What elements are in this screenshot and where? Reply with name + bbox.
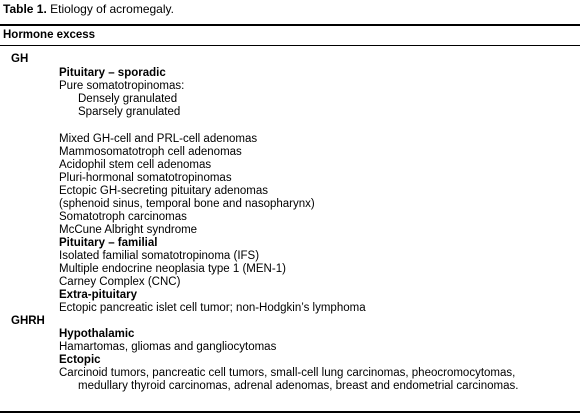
list-item: Carney Complex (CNC) [59, 276, 181, 288]
hypothalamic-heading: Hypothalamic [59, 328, 135, 340]
list-item: McCune Albright syndrome [59, 224, 198, 236]
gh-label: GH [11, 53, 29, 65]
table-caption [3, 2, 174, 17]
sparsely-granulated: Sparsely granulated [78, 106, 181, 118]
bottom-rule [0, 411, 580, 413]
list-item: Isolated familial somatotropinoma (IFS) [59, 250, 260, 262]
list-item: Pluri-hormonal somatotropinomas [59, 172, 232, 184]
table-caption-text: Etiology of acromegaly. [46, 2, 174, 16]
list-item: Ectopic GH-secreting pituitary adenomas [59, 185, 269, 197]
pure-somatotropinomas: Pure somatotropinomas: [59, 80, 185, 92]
ectopic-heading: Ectopic [59, 354, 101, 366]
list-item: Ectopic pancreatic islet cell tumor; non-Hodgkin’s lymphoma [59, 302, 366, 314]
list-item: Multiple endocrine neoplasia type 1 (MEN-1) [59, 263, 286, 275]
list-item: Acidophil stem cell adenomas [59, 159, 212, 171]
list-item: Somatotroph carcinomas [59, 211, 187, 223]
list-item: Mixed GH-cell and PRL-cell adenomas [59, 133, 258, 145]
list-item: (sphenoid sinus, temporal bone and nasopharynx) [59, 198, 315, 210]
top-rule [0, 24, 580, 26]
pituitary-familial-heading: Pituitary – familial [59, 237, 158, 249]
list-item: Hamartomas, gliomas and gangliocytomas [59, 341, 277, 353]
header-rule [0, 45, 580, 46]
column-header: Hormone excess [3, 29, 96, 41]
list-item: Carcinoid tumors, pancreatic cell tumors, small-cell lung carcinomas, pheocromocytomas, [59, 367, 516, 379]
pituitary-sporadic-heading: Pituitary – sporadic [59, 67, 166, 79]
densely-granulated: Densely granulated [78, 93, 178, 105]
ghrh-label: GHRH [11, 315, 45, 327]
list-item: Mammosomatotroph cell adenomas [59, 146, 242, 158]
table-caption-label: Table 1. [3, 2, 47, 16]
extra-pituitary-heading: Extra-pituitary [59, 289, 137, 301]
list-item: medullary thyroid carcinomas, adrenal adenomas, breast and endometrial carcinomas. [78, 380, 519, 392]
